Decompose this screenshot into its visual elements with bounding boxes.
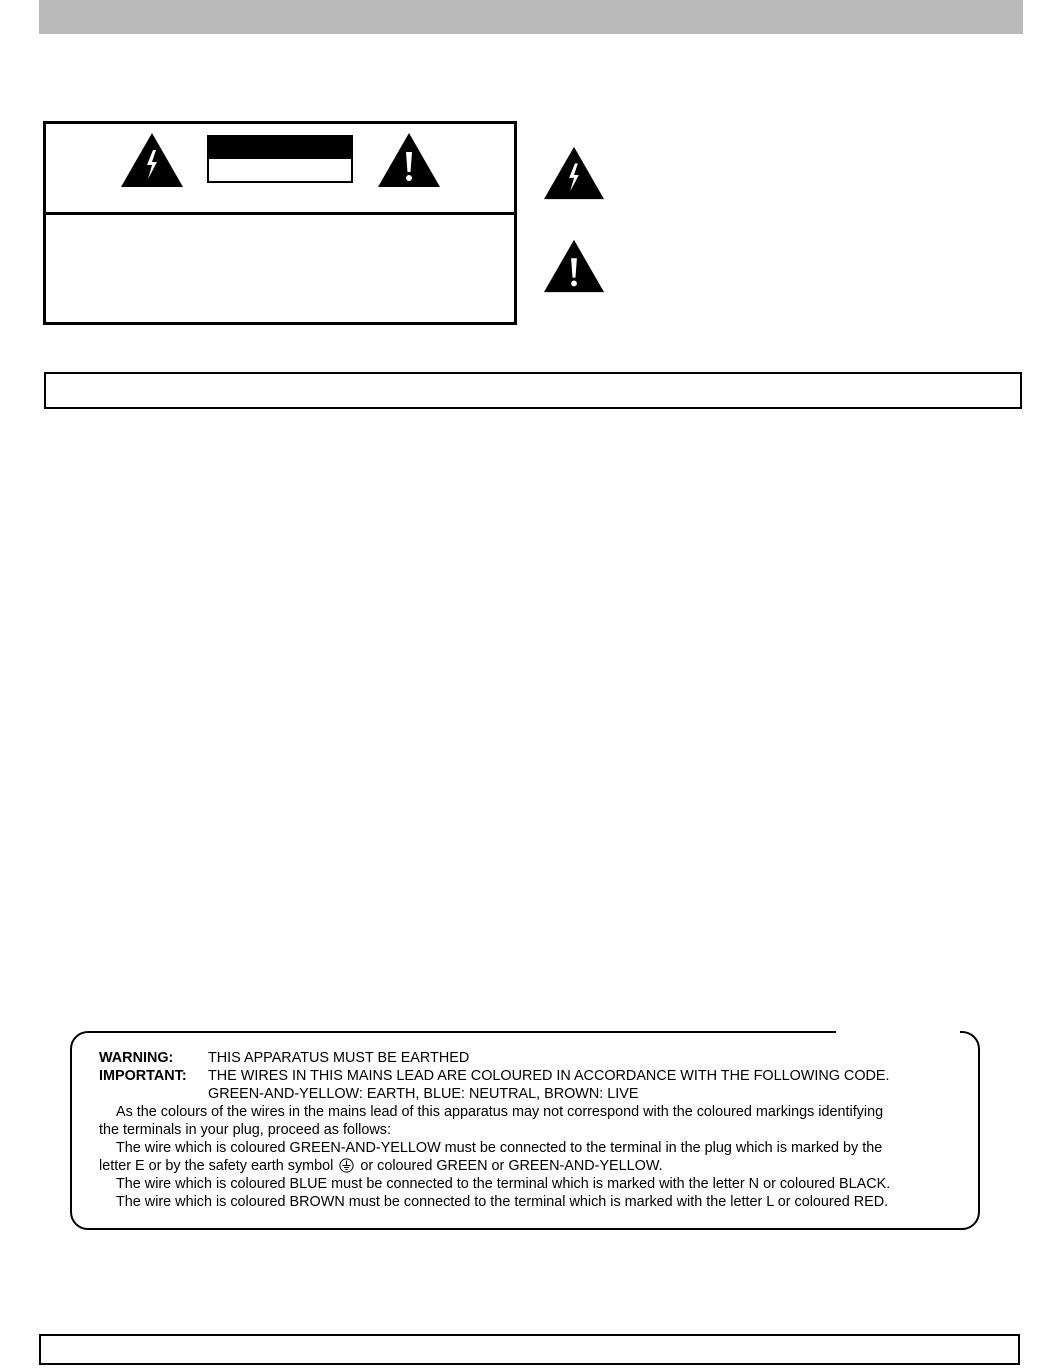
earth-symbol-lead-text: letter E or by the safety earth symbol [99, 1158, 334, 1174]
paragraph-4: The wire which is coloured BROWN must be connected to the terminal which is marked with the letter L or coloured RED. [116, 1194, 889, 1210]
important-text: THE WIRES IN THIS MAINS LEAD ARE COLOURED IN ACCORDANCE WITH THE FOLLOWING CODE. [208, 1068, 890, 1084]
paragraph-2-line-2 [99, 1157, 959, 1175]
exclamation-warning-icon [377, 132, 441, 188]
important-label: IMPORTANT: [99, 1068, 187, 1084]
panel-border-gap [836, 1026, 960, 1036]
earthing-warning-text [99, 1049, 959, 1211]
header-bar [39, 0, 1023, 34]
caution-label-band [209, 137, 351, 159]
caution-box [43, 121, 517, 325]
lightning-flash-warning-icon [120, 132, 184, 188]
color-code-line: GREEN-AND-YELLOW: EARTH, BLUE: NEUTRAL, BROWN: LIVE [208, 1086, 639, 1102]
paragraph-1-line-1: As the colours of the wires in the mains lead of this apparatus may not correspond with the coloured markings identifying [116, 1104, 884, 1120]
warning-row [99, 1049, 959, 1067]
paragraph-2-line-1: The wire which is coloured GREEN-AND-YELLOW must be connected to the terminal in the plug which is marked by the [116, 1140, 883, 1156]
lightning-flash-warning-icon [543, 145, 605, 201]
paragraph-3: The wire which is coloured BLUE must be connected to the terminal which is marked with the letter N or coloured BLACK. [116, 1176, 891, 1192]
warning-label: WARNING: [99, 1050, 174, 1066]
section-heading-box [44, 372, 1022, 409]
footer-box [39, 1334, 1020, 1365]
important-row [99, 1067, 959, 1085]
caution-label [207, 135, 353, 183]
paragraph-1-line-2: the terminals in your plug, proceed as follows: [99, 1122, 391, 1138]
warning-text: THIS APPARATUS MUST BE EARTHED [208, 1050, 470, 1066]
earth-symbol-trail-text: or coloured GREEN or GREEN-AND-YELLOW. [360, 1158, 663, 1174]
exclamation-warning-icon [543, 238, 605, 294]
earth-symbol-icon [339, 1158, 354, 1173]
caution-divider [46, 212, 514, 215]
